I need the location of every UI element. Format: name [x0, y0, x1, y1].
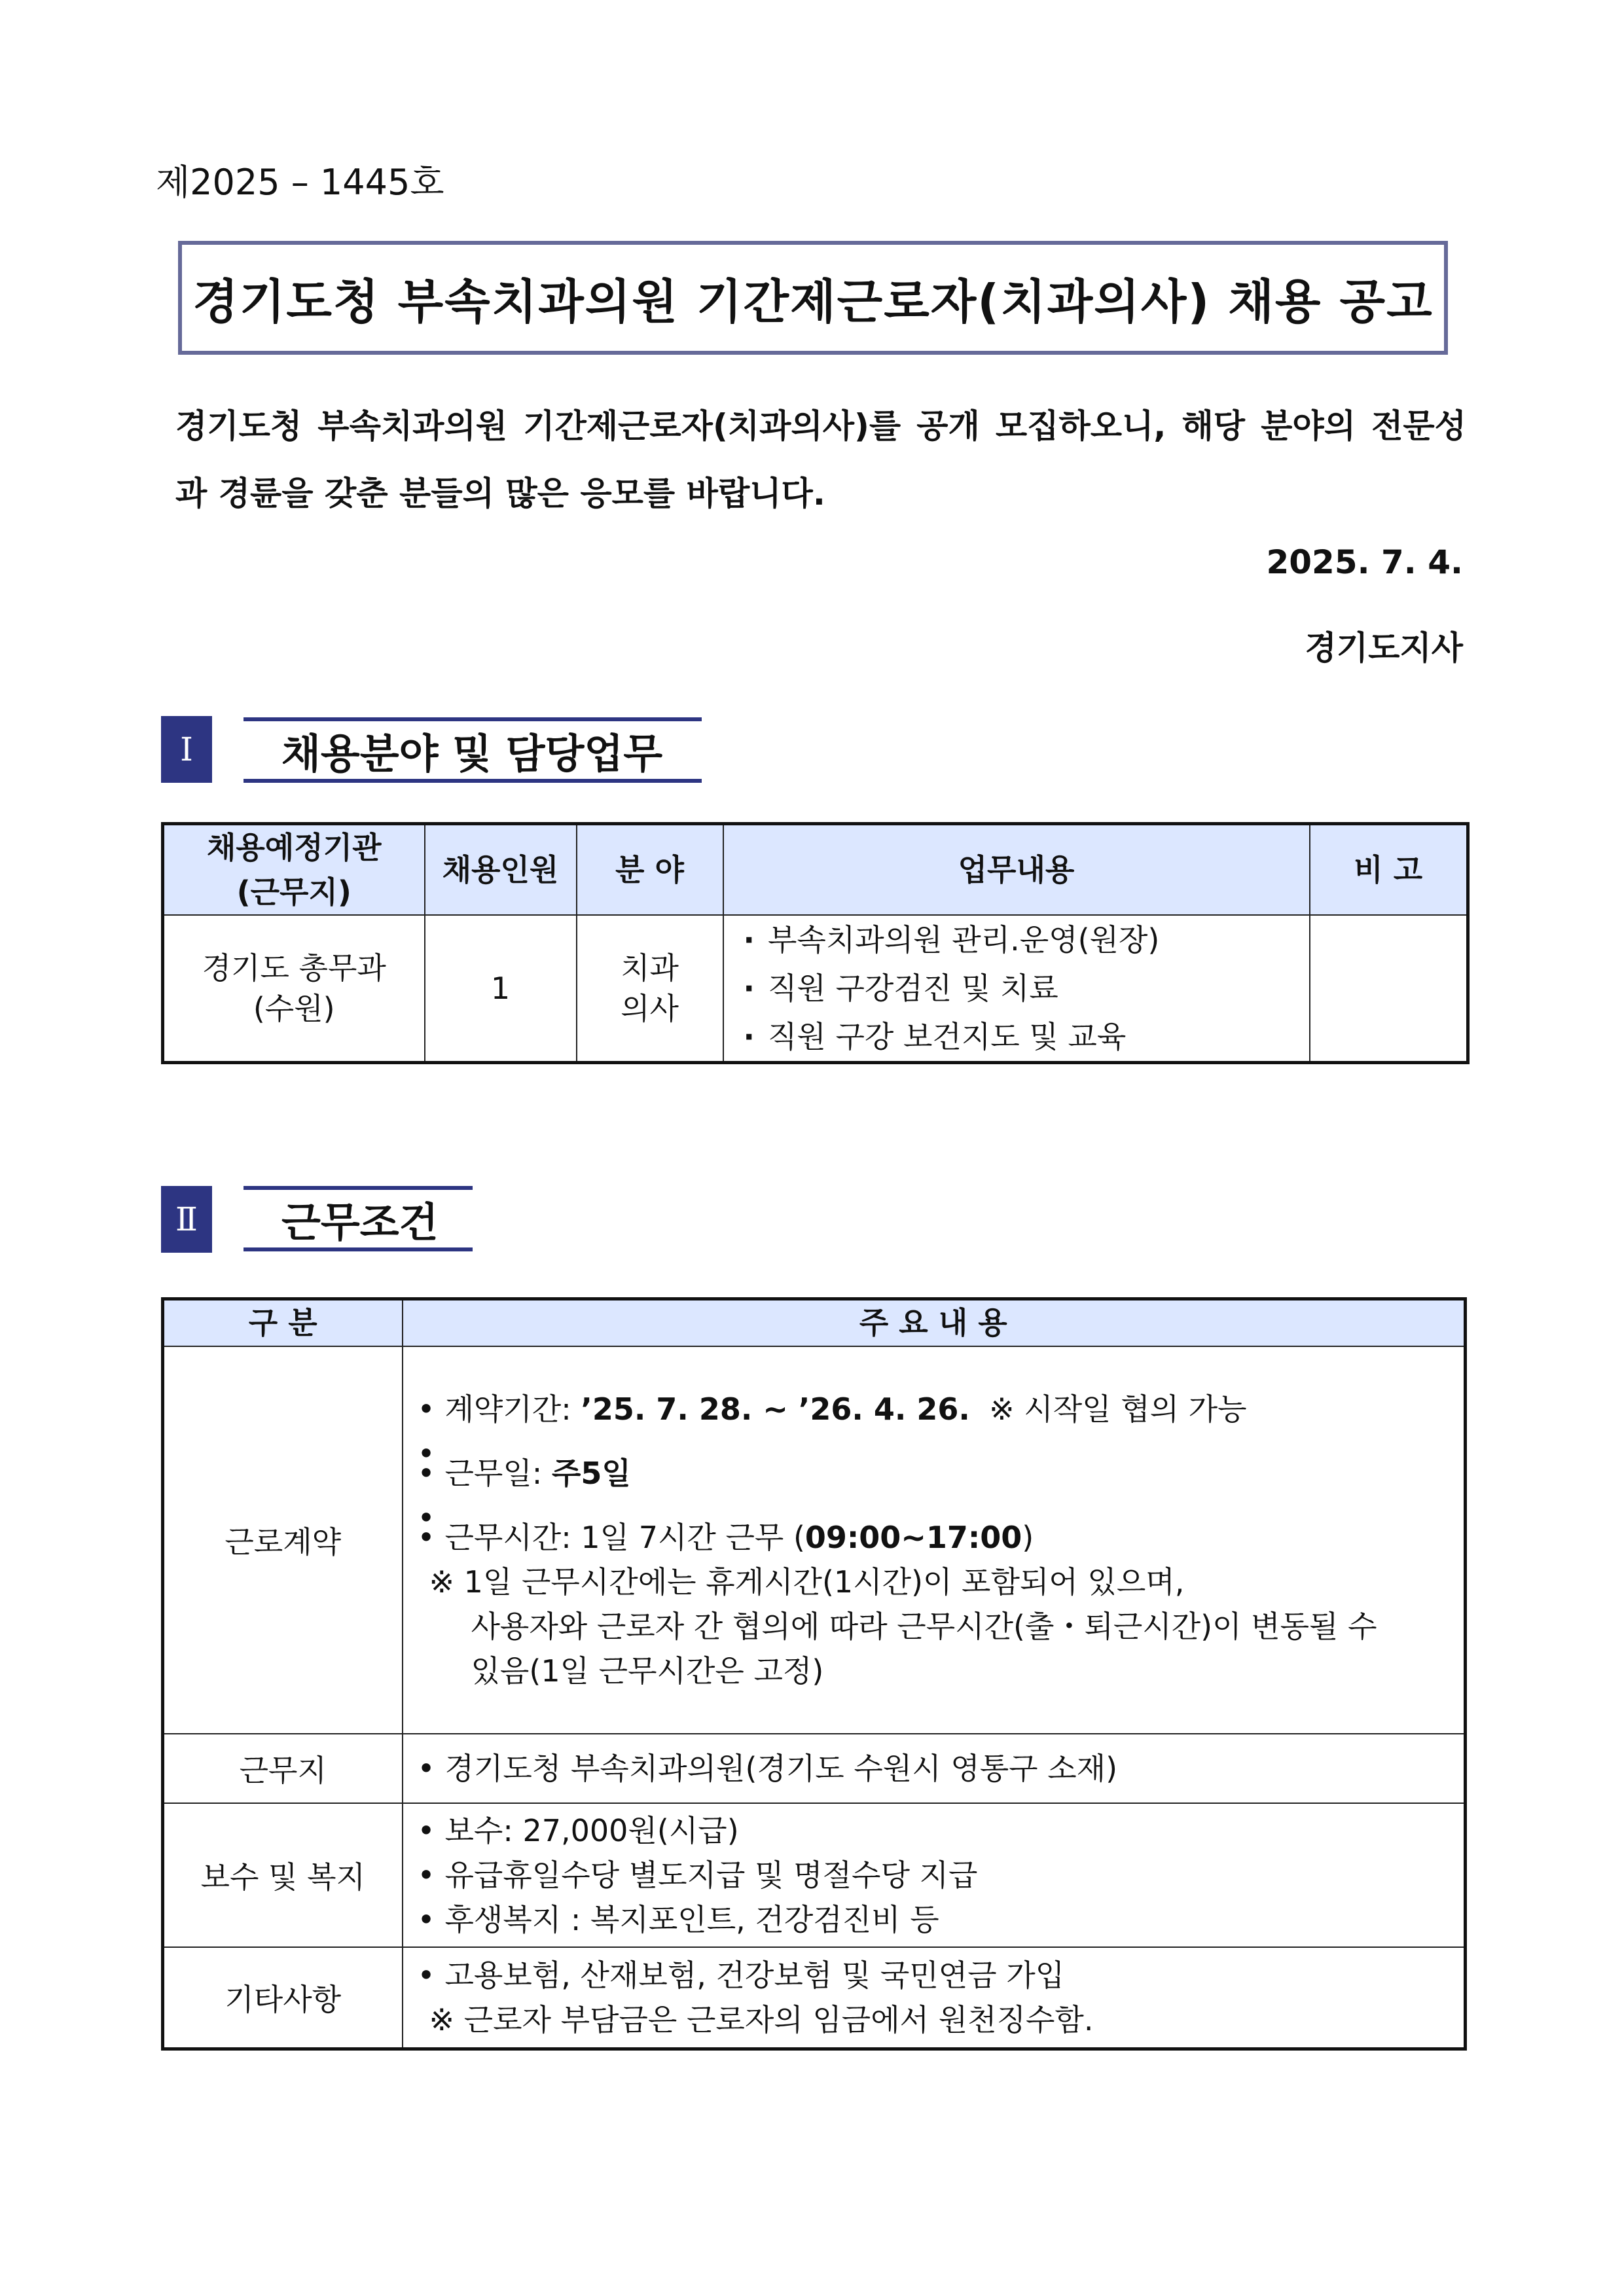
- table-header-row: [163, 1299, 1466, 1346]
- list-item: • 유급휴일수당 별도지급 및 명절수당 지급: [418, 1853, 1464, 1897]
- announcement-date: 2025. 7. 4.: [1266, 543, 1463, 581]
- section-2-title: 근무조건: [244, 1186, 473, 1251]
- issuer-name: 경기도지사: [1305, 629, 1463, 667]
- contract-content: [403, 1346, 1466, 1734]
- contract-list: [403, 1387, 1464, 1560]
- cell-org: [163, 915, 425, 1063]
- period-label: 계약기간:: [444, 1391, 581, 1427]
- other-label: 기타사항: [163, 1947, 403, 2049]
- org-line1: 경기도 총무과: [202, 950, 386, 986]
- header-category: 구 분: [163, 1299, 403, 1346]
- list-item: • 고용보험, 산재보험, 건강보험 및 국민연금 가입: [418, 1953, 1464, 1998]
- intro-paragraph: 경기도청 부속치과의원 기간제근로자(치과의사)를 공개 모집하오니, 해당 분야의 전문성과 경륜을 갖춘 분들의 많은 응모를 바랍니다.: [175, 407, 1466, 512]
- list-item: • 후생복지 : 복지포인트, 건강검진비 등: [418, 1897, 1464, 1942]
- other-note: ※ 근로자 부담금은 근로자의 임금에서 원천징수함.: [429, 2001, 1094, 2037]
- header-org: [163, 824, 425, 916]
- days-value: 주5일: [551, 1455, 631, 1491]
- header-field: 분 야: [577, 824, 723, 916]
- table-header-row: [163, 824, 1468, 916]
- pay-label: 보수 및 복지: [163, 1803, 403, 1947]
- other-list: [403, 1953, 1464, 1998]
- list-item: · 직원 구강검진 및 치료: [744, 964, 1309, 1013]
- header-org-line1: 채용예정기관: [206, 830, 382, 865]
- recruitment-table: [161, 822, 1470, 1064]
- list-item: · 직원 구강 보건지도 및 교육: [744, 1013, 1309, 1061]
- header-duties: 업무내용: [723, 824, 1310, 916]
- period-value: ’25. 7. 28. ~ ’26. 4. 26.: [581, 1391, 970, 1427]
- header-content: 주 요 내 용: [403, 1299, 1466, 1346]
- list-item: [418, 1451, 1464, 1496]
- hours-value: 09:00~17:00: [804, 1519, 1022, 1555]
- hours-note-line3: 있음(1일 근무시간은 고정): [471, 1653, 824, 1689]
- list-item: [418, 1387, 1464, 1431]
- list-item: · 부속치과의원 관리.운영(원장): [744, 916, 1309, 964]
- section-1-title: 채용분야 및 담당업무: [244, 717, 702, 783]
- pay-list: [403, 1808, 1464, 1942]
- table-row: [163, 915, 1468, 1063]
- table-row: [163, 1947, 1466, 2049]
- section-2-number: Ⅱ: [161, 1186, 212, 1253]
- contract-label: 근로계약: [163, 1346, 403, 1734]
- list-item: [418, 1515, 1464, 1560]
- document-number: 제2025 – 1445호: [156, 162, 444, 203]
- workplace-content: [403, 1734, 1466, 1803]
- cell-remark: [1310, 915, 1468, 1063]
- days-label: 근무일:: [444, 1455, 552, 1491]
- spacer: [418, 1496, 1464, 1515]
- table-row: [163, 1734, 1466, 1803]
- spacer: [418, 1431, 1464, 1451]
- table-row: [163, 1346, 1466, 1734]
- hours-close: ): [1022, 1519, 1034, 1555]
- cell-duties: [723, 915, 1310, 1063]
- hours-label: 근무시간: 1일 7시간 근무 (: [444, 1519, 805, 1555]
- other-content: [403, 1947, 1466, 2049]
- hours-note-line1: ※ 1일 근무시간에는 휴게시간(1시간)이 포함되어 있으며,: [429, 1564, 1185, 1600]
- cell-field: [577, 915, 723, 1063]
- cell-count: 1: [425, 915, 577, 1063]
- conditions-table: [161, 1297, 1467, 2051]
- table-row: [163, 1803, 1466, 1947]
- hours-note-line2: 사용자와 근로자 간 협의에 따라 근무시간(출・퇴근시간)이 변동될 수: [471, 1608, 1377, 1644]
- field-line2: 의사: [621, 991, 679, 1026]
- org-line2: (수원): [253, 991, 335, 1026]
- page-title: 경기도청 부속치과의원 기간제근로자(치과의사) 채용 공고: [178, 241, 1448, 355]
- header-remark: 비 고: [1310, 824, 1468, 916]
- field-line1: 치과: [621, 950, 679, 986]
- workplace-list: [403, 1746, 1464, 1791]
- workplace-label: 근무지: [163, 1734, 403, 1803]
- section-1-number: Ⅰ: [161, 716, 212, 783]
- pay-content: [403, 1803, 1466, 1947]
- list-item: • 보수: 27,000원(시급): [418, 1808, 1464, 1853]
- period-note: ※ 시작일 협의 가능: [989, 1391, 1247, 1427]
- header-org-line2: (근무지): [236, 874, 352, 910]
- list-item: • 경기도청 부속치과의원(경기도 수원시 영통구 소재): [418, 1746, 1464, 1791]
- header-count: 채용인원: [425, 824, 577, 916]
- duties-list: [724, 916, 1309, 1061]
